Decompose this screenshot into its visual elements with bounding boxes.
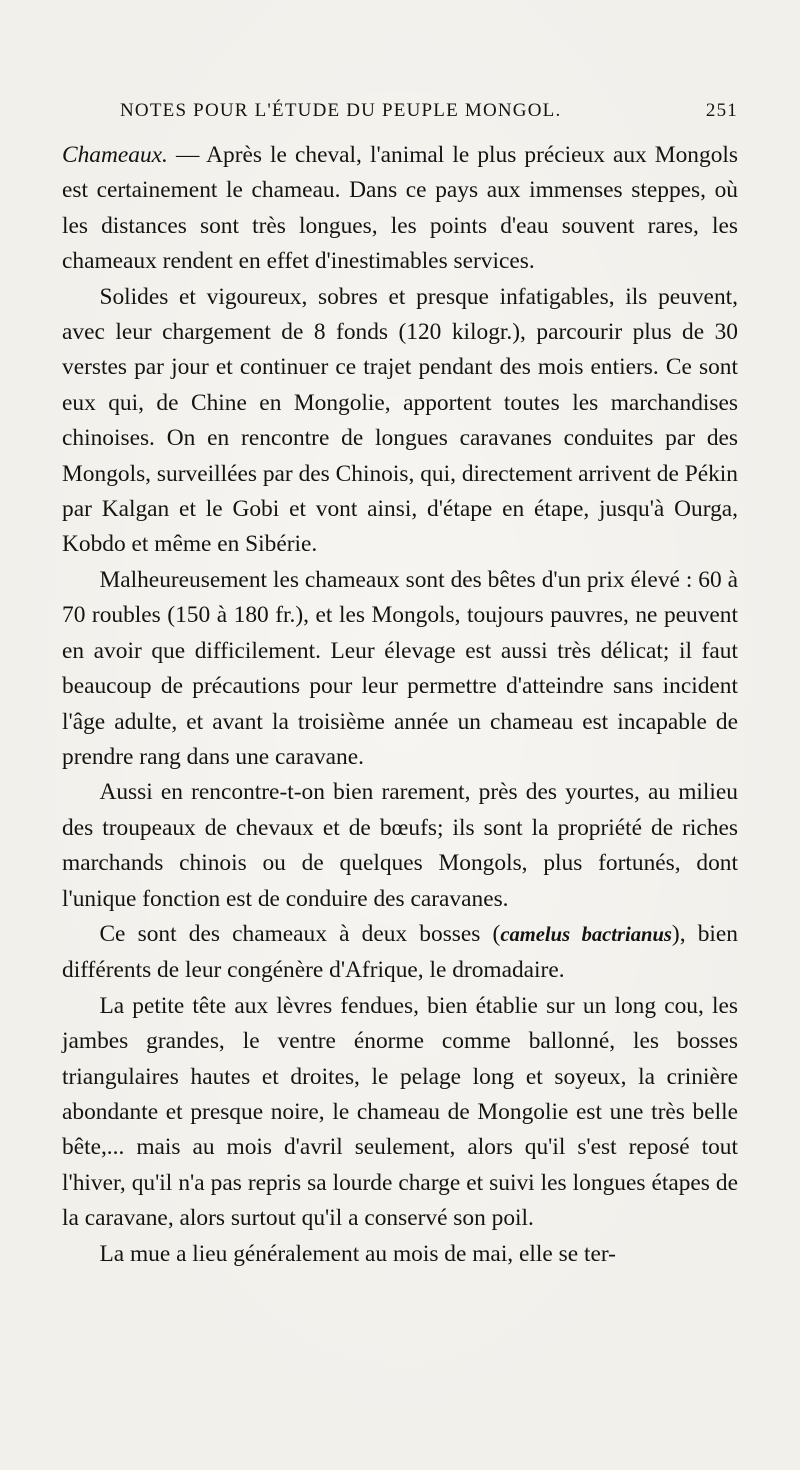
paragraph-text: — Après le cheval, l'animal le plus précieux aux Mongols est certainement le chameau. Dans ce pays aux immenses steppes, où les distances sont très longues, les points d'eau souvent rares, les chameaux rendent en effet d'inestimables services. <box>62 142 738 275</box>
section-lead-word: Chameaux. <box>62 142 168 168</box>
latin-species-name: camelus bactrianus <box>500 923 672 946</box>
paragraph-chameaux-intro <box>62 138 738 280</box>
page-header <box>62 100 738 132</box>
paragraph-deux-bosses <box>62 917 738 989</box>
paragraph-solides: Solides et vigoureux, sobres et presque infatigables, ils peuvent, avec leur chargement de 8 fonds (120 kilogr.), parcourir plus de 30 verstes par jour et continuer ce trajet pendant des mois entiers. Ce sont eux qui, de Chine en Mongolie, apportent toutes les marchandises chinoises. On en rencontre de longues caravanes conduites par des Mongols, surveillées par des Chinois, qui, directement arrivent de Pékin par Kalgan et le Gobi et vont ainsi, d'étape en étape, jusqu'à Ourga, Kobdo et même en Sibérie. <box>62 283 738 558</box>
paragraph-petite-tete: La petite tête aux lèvres fendues, bien établie sur un long cou, les jambes grandes, le ventre énorme comme ballonné, les bosses triangulaires hautes et droites, le pelage long et soyeux, la crinière abondante et presque noire, le chameau de Mongolie est une très belle bête,... mais au mois d'avril seulement, alors qu'il s'est reposé tout l'hiver, qu'il n'a pas repris sa lourde charge et suivi les longues étapes de la caravane, alors surtout qu'il a conservé son poil. <box>62 992 738 1232</box>
running-title: NOTES POUR L'ÉTUDE DU PEUPLE MONGOL. <box>120 100 562 121</box>
body-text <box>62 138 738 1272</box>
paragraph-malheureusement: Malheureusement les chameaux sont des bêtes d'un prix élevé : 60 à 70 roubles (150 à 180 fr.), et les Mongols, toujours pauvres, ne peuvent en avoir que difficilement. Leur élevage est aussi très délicat; il faut beaucoup de précautions pour leur permettre d'atteindre sans incident l'âge adulte, et avant la troisième année un chameau est incapable de prendre rang dans une caravane. <box>62 566 738 770</box>
paragraph-mue: La mue a lieu généralement au mois de mai, elle se ter- <box>99 1240 616 1267</box>
paragraph-text-before: Ce sont des chameaux à deux bosses ( <box>99 920 501 947</box>
paragraph-aussi: Aussi en rencontre-t-on bien rarement, près des yourtes, au milieu des troupeaux de chevaux et de bœufs; ils sont la propriété de riches marchands chinois ou de quelques Mongols, plus fortunés, dont l'unique fonction est de conduire des caravanes. <box>62 779 738 912</box>
paragraph-text-after: ), bien différents de leur congénère d'Afrique, le dromadaire. <box>62 920 738 984</box>
page-number: 251 <box>705 100 738 121</box>
